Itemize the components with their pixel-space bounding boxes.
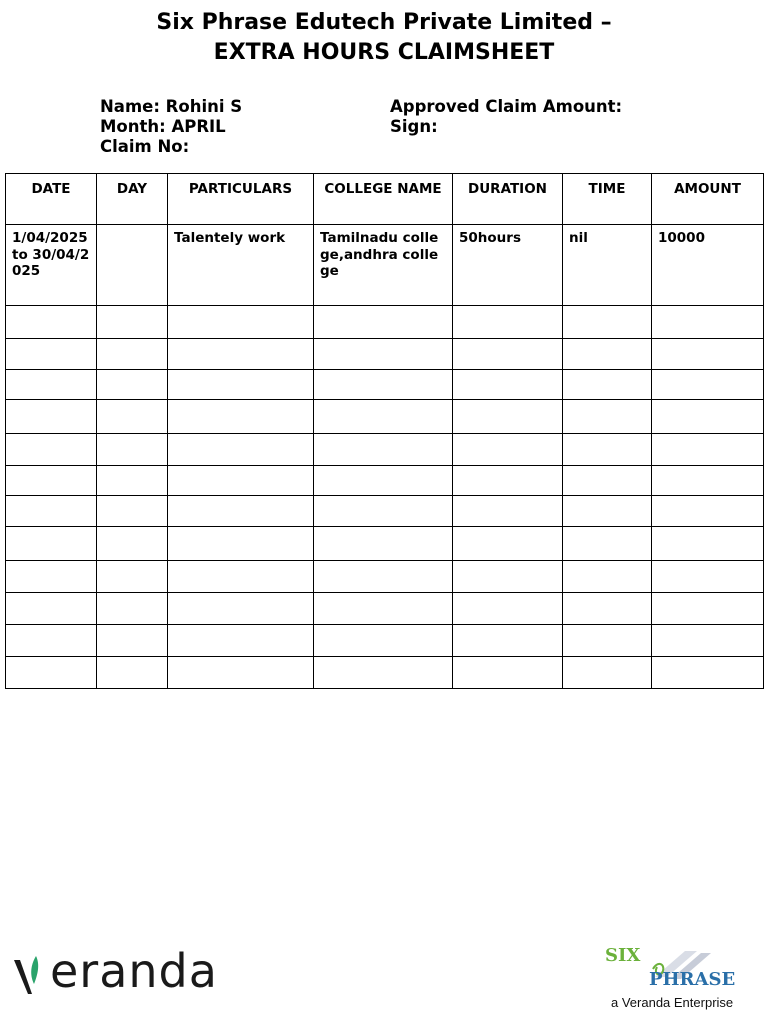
table-cell (563, 339, 652, 370)
table-cell (168, 657, 314, 689)
title-line-claimsheet: EXTRA HOURS CLAIMSHEET (213, 40, 555, 65)
table-cell (97, 625, 168, 657)
table-cell (652, 339, 764, 370)
phrase-logo-text: PHRASE (649, 969, 736, 990)
table-cell (6, 400, 97, 434)
table-cell (97, 496, 168, 527)
six-logo-text: SIX (605, 945, 641, 966)
table-cell (6, 339, 97, 370)
name-field: Name: Rohini S (100, 97, 243, 116)
table-row (6, 370, 764, 400)
table-cell (453, 657, 563, 689)
table-cell (453, 625, 563, 657)
table-cell (97, 306, 168, 339)
table-cell (168, 625, 314, 657)
table-cell (6, 561, 97, 593)
table-cell (168, 496, 314, 527)
claims-table (5, 173, 764, 689)
title-line-company: Six Phrase Edutech Private Limited – (156, 10, 612, 35)
approved-claim-amount-field: Approved Claim Amount: (390, 97, 623, 116)
table-cell (453, 561, 563, 593)
table-cell (97, 561, 168, 593)
table-cell (314, 657, 453, 689)
table-cell (563, 561, 652, 593)
header-amount: AMOUNT (652, 174, 764, 225)
table-cell (6, 657, 97, 689)
cell-time: nil (563, 225, 652, 306)
table-cell (652, 306, 764, 339)
table-cell (652, 593, 764, 625)
table-cell (453, 434, 563, 466)
table-cell (6, 496, 97, 527)
table-cell (97, 593, 168, 625)
table-row (6, 496, 764, 527)
table-cell (314, 561, 453, 593)
table-cell (6, 527, 97, 561)
veranda-logo (12, 944, 222, 1000)
table-row (6, 561, 764, 593)
table-cell (314, 400, 453, 434)
table-cell (314, 466, 453, 496)
table-cell (652, 657, 764, 689)
table-cell (652, 561, 764, 593)
table-cell (168, 339, 314, 370)
table-cell (6, 625, 97, 657)
table-cell (453, 496, 563, 527)
table-cell (168, 527, 314, 561)
table-cell (652, 434, 764, 466)
cell-particulars: Talentely work (168, 225, 314, 306)
table-cell (563, 466, 652, 496)
month-field: Month: APRIL (100, 117, 226, 136)
table-row (6, 593, 764, 625)
table-cell (168, 561, 314, 593)
table-cell (563, 625, 652, 657)
table-cell (453, 466, 563, 496)
cell-college-name: Tamilnadu college,andhra college (314, 225, 453, 306)
table-cell (652, 625, 764, 657)
table-cell (563, 657, 652, 689)
table-cell (6, 370, 97, 400)
table-cell (97, 370, 168, 400)
cell-amount: 10000 (652, 225, 764, 306)
table-cell (168, 466, 314, 496)
veranda-logo-text: eranda (50, 944, 218, 998)
table-cell (652, 370, 764, 400)
table-cell (453, 400, 563, 434)
table-cell (168, 400, 314, 434)
enterprise-tagline: a Veranda Enterprise (611, 995, 734, 1010)
table-cell (314, 306, 453, 339)
table-cell (563, 527, 652, 561)
header-particulars: PARTICULARS (168, 174, 314, 225)
table-cell (168, 306, 314, 339)
table-cell (6, 593, 97, 625)
table-row (6, 434, 764, 466)
six-phrase-logo (605, 945, 760, 1015)
cell-day (97, 225, 168, 306)
table-row (6, 306, 764, 339)
table-cell (314, 625, 453, 657)
table-cell (168, 593, 314, 625)
table-cell (314, 496, 453, 527)
claim-no-field: Claim No: (100, 137, 190, 156)
table-cell (453, 527, 563, 561)
table-cell (652, 400, 764, 434)
veranda-v-icon (12, 950, 52, 1000)
header-college-name: COLLEGE NAME (314, 174, 453, 225)
table-row (6, 625, 764, 657)
cell-date: 1/04/2025 to 30/04/2025 (6, 225, 97, 306)
table-cell (453, 593, 563, 625)
table-cell (6, 434, 97, 466)
table-cell (652, 496, 764, 527)
table-cell (97, 434, 168, 466)
table-cell (314, 527, 453, 561)
table-cell (97, 466, 168, 496)
table-cell (97, 527, 168, 561)
table-cell (6, 306, 97, 339)
claimant-info (100, 97, 242, 157)
table-row (6, 225, 764, 306)
header-date: DATE (6, 174, 97, 225)
table-cell (563, 434, 652, 466)
header-time: TIME (563, 174, 652, 225)
table-cell (453, 339, 563, 370)
table-row (6, 466, 764, 496)
table-cell (314, 370, 453, 400)
table-cell (563, 306, 652, 339)
table-cell (563, 370, 652, 400)
table-row (6, 400, 764, 434)
table-cell (563, 496, 652, 527)
sign-field: Sign: (390, 117, 438, 136)
header-day: DAY (97, 174, 168, 225)
table-cell (168, 370, 314, 400)
table-cell (453, 306, 563, 339)
table-cell (314, 339, 453, 370)
table-cell (97, 339, 168, 370)
table-cell (314, 593, 453, 625)
table-cell (97, 657, 168, 689)
table-cell (314, 434, 453, 466)
table-header-row (6, 174, 764, 225)
cell-duration: 50hours (453, 225, 563, 306)
table-cell (453, 370, 563, 400)
table-cell (652, 466, 764, 496)
header-duration: DURATION (453, 174, 563, 225)
table-cell (563, 400, 652, 434)
table-row (6, 339, 764, 370)
document-title (0, 8, 768, 68)
table-cell (652, 527, 764, 561)
table-row (6, 657, 764, 689)
table-cell (6, 466, 97, 496)
approval-info (390, 97, 622, 137)
table-row (6, 527, 764, 561)
table-cell (168, 434, 314, 466)
table-cell (563, 593, 652, 625)
table-cell (97, 400, 168, 434)
